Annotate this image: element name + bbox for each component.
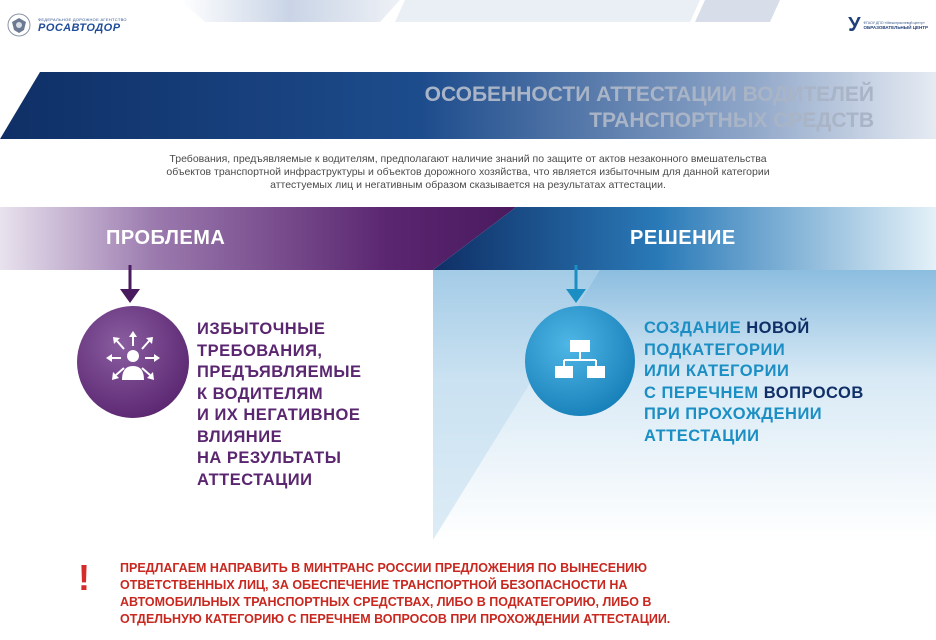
solution-line: АТТЕСТАЦИИ	[644, 426, 760, 445]
logo-subtitle: ФЕДЕРАЛЬНОЕ ДОРОЖНОЕ АГЕНТСТВО	[38, 16, 127, 22]
proposal-line: ПРЕДЛАГАЕМ НАПРАВИТЬ В МИНТРАНС РОССИИ ПРЕДЛОЖЕНИЯ ПО ВЫНЕСЕНИЮ	[120, 561, 647, 575]
problem-line: ТРЕБОВАНИЯ,	[197, 341, 323, 360]
solution-word: ВОПРОСОВ	[763, 383, 864, 402]
solution-line: ПРИ ПРОХОЖДЕНИИ	[644, 405, 823, 423]
solution-word: СОЗДАНИЕ	[644, 319, 742, 337]
problem-line: ПРЕДЪЯВЛЯЕМЫЕ	[197, 363, 362, 381]
solution-label: РЕШЕНИЕ	[630, 227, 736, 249]
proposal-line: АВТОМОБИЛЬНЫХ ТРАНСПОРТНЫХ СРЕДСТВАХ, ЛИБО В ПОДКАТЕГОРИЮ, ЛИБО В	[120, 595, 652, 609]
logo-small-text: ФГАОУ ДПО «Межотраслевой центр»	[863, 21, 925, 25]
problem-text	[197, 319, 362, 491]
logo-main-text: ОБРАЗОВАТЕЛЬНЫЙ ЦЕНТР	[863, 25, 928, 30]
emblem-icon	[6, 12, 32, 38]
intro-line: аттестуемых лиц и негативным образом сказывается на результатах аттестации.	[270, 179, 666, 191]
exclamation-icon: !	[78, 557, 90, 598]
logo-title: РОСАВТОДОР	[38, 21, 121, 34]
education-center-logo	[848, 14, 928, 37]
solution-line: ИЛИ КАТЕГОРИИ	[644, 362, 790, 380]
logo-letter: У	[848, 14, 861, 36]
problem-line: АТТЕСТАЦИИ	[197, 470, 313, 489]
rosavtodor-logo	[6, 12, 127, 38]
problem-line: И ИХ НЕГАТИВНОЕ	[197, 406, 361, 424]
page-title-line2: ТРАНСПОРТНЫХ СРЕДСТВ	[589, 109, 874, 132]
problem-line: ИЗБЫТОЧНЫЕ	[197, 320, 326, 338]
intro-paragraph	[60, 153, 876, 192]
intro-line: объектов транспортной инфраструктуры и объектов дорожного хозяйства, что является избыточным для данной категории	[166, 166, 770, 178]
problem-line: К ВОДИТЕЛЯМ	[197, 384, 324, 403]
solution-text	[644, 318, 864, 447]
proposal-line: ОТДЕЛЬНУЮ КАТЕГОРИЮ С ПЕРЕЧНЕМ ВОПРОСОВ ПРИ ПРОХОЖДЕНИИ АТТЕСТАЦИИ.	[120, 612, 671, 626]
solution-line: ПОДКАТЕГОРИИ	[644, 340, 786, 359]
problem-line: ВЛИЯНИЕ	[197, 427, 283, 446]
solution-word: С ПЕРЕЧНЕМ	[644, 383, 759, 402]
problem-label: ПРОБЛЕМА	[106, 227, 226, 249]
solution-word: НОВОЙ	[746, 319, 810, 337]
page-title-line1: ОСОБЕННОСТИ АТТЕСТАЦИИ ВОДИТЕЛЕЙ	[424, 83, 874, 106]
proposal-text	[120, 560, 860, 628]
proposal-line: ОТВЕТСТВЕННЫХ ЛИЦ, ЗА ОБЕСПЕЧЕНИЕ ТРАНСПОРТНОЙ БЕЗОПАСНОСТИ НА	[120, 578, 628, 592]
intro-line: Требования, предъявляемые к водителям, предполагают наличие знаний по защите от актов незаконного вмешательства	[169, 153, 767, 165]
problem-line: НА РЕЗУЛЬТАТЫ	[197, 449, 342, 467]
problem-arrow	[120, 265, 140, 303]
